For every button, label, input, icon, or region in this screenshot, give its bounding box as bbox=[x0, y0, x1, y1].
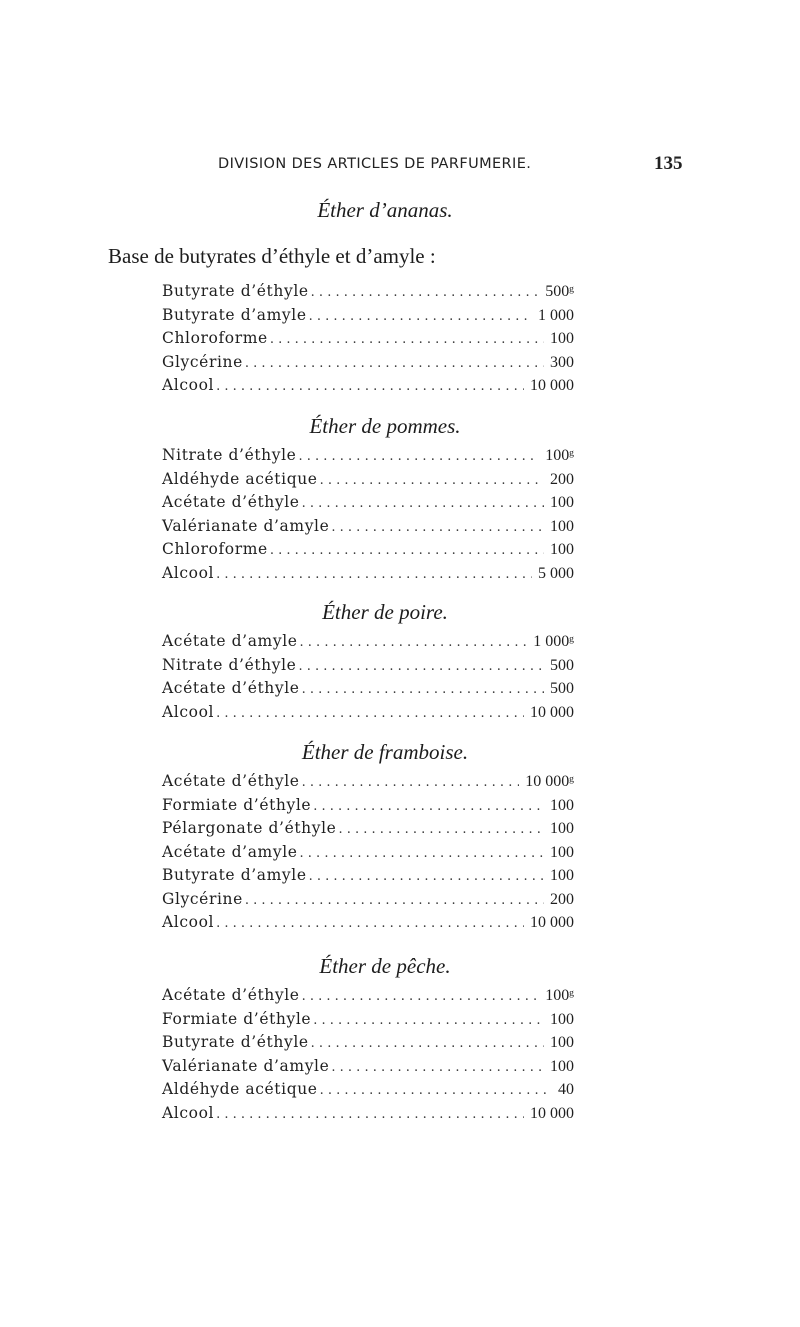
ingredient-name: Formiate d’éthyle bbox=[162, 1009, 312, 1028]
recipe-row bbox=[162, 329, 574, 353]
recipe-row bbox=[162, 470, 574, 494]
section-title-peche: Éther de pêche. bbox=[319, 954, 451, 978]
dot-leader bbox=[302, 775, 520, 790]
ingredient-quantity: 100 bbox=[550, 517, 574, 535]
recipe-row bbox=[162, 986, 574, 1010]
ingredient-name: Acétate d’amyle bbox=[162, 632, 298, 650]
ingredient-quantity: 40 bbox=[558, 1081, 574, 1098]
ingredient-name: Alcool bbox=[162, 563, 215, 582]
ingredient-name: Valérianate d’amyle bbox=[162, 516, 330, 535]
ingredient-quantity: 10 000 bbox=[530, 377, 574, 394]
ingredient-name: Nitrate d’éthyle bbox=[162, 446, 297, 464]
ingredient-name: Aldéhyde acétique bbox=[162, 1080, 318, 1098]
ingredient-quantity: 10 000 bbox=[530, 1104, 574, 1122]
ingredient-quantity: 1 000ᵍ bbox=[533, 633, 574, 650]
ingredient-name: Alcool bbox=[162, 1103, 215, 1122]
recipe-list-poire bbox=[162, 632, 574, 726]
recipe-row bbox=[162, 843, 574, 867]
ingredient-quantity: 100 bbox=[550, 843, 574, 861]
ingredient-quantity: 100 bbox=[550, 1010, 574, 1028]
ingredient-quantity: 100 bbox=[550, 1034, 574, 1051]
recipe-row bbox=[162, 866, 574, 890]
ingredient-name: Pélargonate d’éthyle bbox=[162, 819, 337, 837]
dot-leader bbox=[320, 1083, 552, 1098]
recipe-row bbox=[162, 306, 574, 330]
ingredient-quantity: 10 000ᵍ bbox=[525, 773, 574, 790]
ingredient-quantity: 300 bbox=[550, 353, 574, 371]
ingredient-name: Aldéhyde acétique bbox=[162, 469, 318, 488]
ingredient-name: Acétate d’éthyle bbox=[162, 679, 300, 697]
ingredient-quantity: 100 bbox=[550, 330, 574, 347]
ingredient-name: Alcool bbox=[162, 376, 215, 394]
recipe-row bbox=[162, 913, 574, 937]
ingredient-name: Acétate d’éthyle bbox=[162, 986, 300, 1004]
dot-leader bbox=[309, 869, 544, 884]
ingredient-quantity: 100ᵍ bbox=[545, 987, 574, 1004]
ingredient-name: Acétate d’amyle bbox=[162, 842, 298, 861]
recipe-row bbox=[162, 353, 574, 377]
dot-leader bbox=[216, 916, 524, 931]
recipe-row bbox=[162, 564, 574, 588]
ingredient-quantity: 100 bbox=[550, 867, 574, 884]
ingredient-quantity: 10 000 bbox=[530, 703, 574, 721]
recipe-row bbox=[162, 446, 574, 470]
ingredient-name: Alcool bbox=[162, 913, 215, 931]
recipe-row bbox=[162, 819, 574, 843]
section-title-framboise: Éther de framboise. bbox=[301, 740, 469, 764]
ingredient-name: Butyrate d’éthyle bbox=[162, 282, 309, 300]
recipe-row bbox=[162, 632, 574, 656]
ingredient-quantity: 500 bbox=[550, 680, 574, 697]
ingredient-quantity: 100 bbox=[550, 796, 574, 814]
dot-leader bbox=[245, 356, 544, 371]
dot-leader bbox=[311, 285, 540, 300]
ingredient-quantity: 500ᵍ bbox=[545, 283, 574, 300]
recipe-row bbox=[162, 1104, 574, 1128]
ingredient-name: Butyrate d’amyle bbox=[162, 866, 307, 884]
dot-leader bbox=[309, 309, 532, 324]
recipe-row bbox=[162, 772, 574, 796]
recipe-row bbox=[162, 540, 574, 564]
recipe-row bbox=[162, 493, 574, 517]
dot-leader bbox=[302, 496, 544, 511]
dot-leader bbox=[270, 332, 544, 347]
dot-leader bbox=[298, 659, 544, 674]
dot-leader bbox=[320, 473, 544, 488]
ingredient-name: Chloroforme bbox=[162, 329, 268, 347]
ingredient-quantity: 100ᵍ bbox=[545, 447, 574, 464]
page-number: 135 bbox=[654, 153, 683, 174]
recipe-list-peche bbox=[162, 986, 574, 1127]
ingredient-name: Valérianate d’amyle bbox=[162, 1056, 330, 1075]
ingredient-quantity: 200 bbox=[550, 470, 574, 488]
dot-leader bbox=[302, 682, 544, 697]
ingredient-name: Butyrate d’amyle bbox=[162, 305, 307, 324]
recipe-row bbox=[162, 282, 574, 306]
section-title-ananas: Éther d’ananas. bbox=[317, 198, 453, 222]
recipe-list-ananas bbox=[162, 282, 574, 400]
running-head: DIVISION DES ARTICLES DE PARFUMERIE. bbox=[218, 156, 532, 172]
dot-leader bbox=[298, 449, 539, 464]
dot-leader bbox=[302, 989, 540, 1004]
ingredient-name: Chloroforme bbox=[162, 540, 268, 558]
ingredient-quantity: 100 bbox=[550, 494, 574, 511]
ingredient-quantity: 500 bbox=[550, 656, 574, 674]
recipe-row bbox=[162, 890, 574, 914]
ingredient-quantity: 100 bbox=[550, 541, 574, 558]
dot-leader bbox=[313, 1013, 544, 1028]
dot-leader bbox=[216, 379, 524, 394]
dot-leader bbox=[270, 543, 544, 558]
dot-leader bbox=[331, 520, 544, 535]
dot-leader bbox=[300, 846, 544, 861]
ingredient-name: Acétate d’éthyle bbox=[162, 772, 300, 790]
ingredient-name: Butyrate d’éthyle bbox=[162, 1033, 309, 1051]
ingredient-quantity: 1 000 bbox=[538, 306, 574, 324]
section-title-poire: Éther de poire. bbox=[322, 600, 448, 624]
dot-leader bbox=[313, 799, 544, 814]
ingredient-quantity: 10 000 bbox=[530, 914, 574, 931]
recipe-row bbox=[162, 517, 574, 541]
recipe-row bbox=[162, 656, 574, 680]
recipe-row bbox=[162, 1057, 574, 1081]
recipe-row bbox=[162, 1080, 574, 1104]
dot-leader bbox=[338, 822, 544, 837]
ingredient-name: Formiate d’éthyle bbox=[162, 795, 312, 814]
dot-leader bbox=[216, 1107, 524, 1122]
recipe-row bbox=[162, 1033, 574, 1057]
recipe-row bbox=[162, 796, 574, 820]
recipe-list-pommes bbox=[162, 446, 574, 587]
dot-leader bbox=[331, 1060, 544, 1075]
dot-leader bbox=[216, 706, 524, 721]
ingredient-quantity: 100 bbox=[550, 820, 574, 837]
dot-leader bbox=[245, 893, 544, 908]
section-title-pommes: Éther de pommes. bbox=[309, 414, 461, 438]
ingredient-name: Alcool bbox=[162, 702, 215, 721]
ingredient-name: Glycérine bbox=[162, 352, 243, 371]
ingredient-quantity: 100 bbox=[550, 1057, 574, 1075]
recipe-list-framboise bbox=[162, 772, 574, 937]
ingredient-name: Acétate d’éthyle bbox=[162, 493, 300, 511]
recipe-row bbox=[162, 376, 574, 400]
recipe-row bbox=[162, 1010, 574, 1034]
recipe-row bbox=[162, 679, 574, 703]
recipe-row bbox=[162, 703, 574, 727]
ingredient-quantity: 200 bbox=[550, 890, 574, 908]
dot-leader bbox=[216, 567, 532, 582]
ingredient-quantity: 5 000 bbox=[538, 564, 574, 582]
ingredient-name: Glycérine bbox=[162, 889, 243, 908]
ingredient-name: Nitrate d’éthyle bbox=[162, 655, 297, 674]
dot-leader bbox=[300, 635, 528, 650]
section-intro-ananas: Base de butyrates d’éthyle et d’amyle : bbox=[108, 244, 436, 268]
dot-leader bbox=[311, 1036, 544, 1051]
